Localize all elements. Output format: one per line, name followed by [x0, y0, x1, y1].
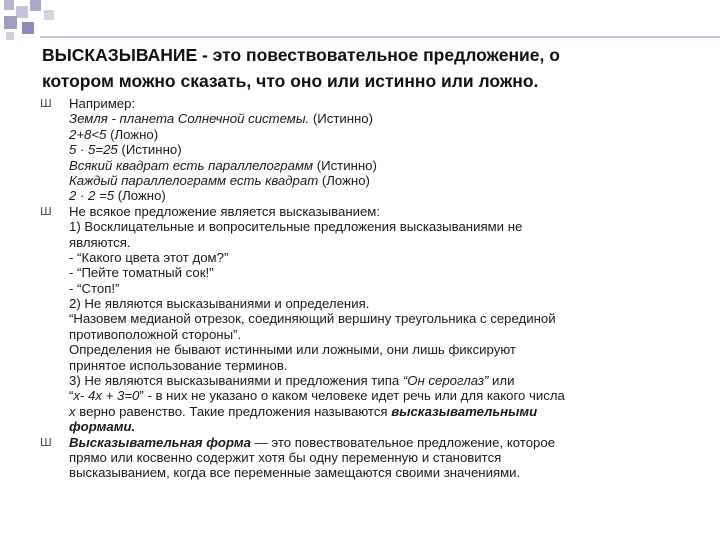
text-line: [69, 388, 700, 403]
term-highlight: формами.: [69, 419, 136, 435]
text-run: ” - в них не указано о каком человеке идет речь или для какого числа: [139, 388, 565, 404]
text-line: противоположной стороны”.: [69, 326, 242, 342]
deco-square: [4, 16, 17, 29]
bullet-marker-icon: Ш: [40, 97, 52, 110]
text-line: 2) Не являются высказываниями и определения.: [69, 296, 370, 312]
text-line: 1) Восклицательные и вопросительные предложения высказываниями не: [69, 219, 523, 235]
text-line: “Назовем медианой отрезок, соединяющий вершину треугольника с серединой: [69, 311, 556, 327]
truth-value: (Ложно): [114, 188, 166, 204]
example-statement: Земля - планета Солнечной системы.: [69, 111, 310, 127]
term-highlight: высказывательными: [391, 403, 538, 419]
title-line: ВЫСКАЗЫВАНИЕ - это повествовательное предложение, о: [42, 45, 560, 65]
truth-value: (Истинно): [117, 142, 182, 158]
example-statement: “Он сероглаз”: [402, 373, 489, 389]
text-run: — это повествовательное предложение, которое: [250, 434, 556, 450]
text-run: или: [488, 373, 515, 389]
deco-square: [22, 22, 34, 34]
bullet-non-statements: [40, 204, 700, 435]
term-highlight: Высказывательная форма: [69, 434, 251, 450]
text-line: [69, 142, 700, 157]
deco-square: [16, 6, 28, 18]
bullet-definition: [40, 435, 700, 481]
truth-value: (Ложно): [106, 126, 159, 142]
text-line: [69, 173, 700, 188]
text-line: - “Какого цвета этот дом?”: [69, 249, 229, 265]
text-line: принятое использование терминов.: [69, 357, 288, 373]
text-line: Не всякое предложение является высказыванием:: [69, 203, 381, 219]
text-run: верно равенство. Такие предложения называются: [75, 403, 392, 419]
example-statement: Всякий квадрат есть параллелограмм: [69, 157, 314, 173]
bullet-marker-icon: Ш: [40, 435, 52, 449]
example-statement: 2+8<5: [69, 126, 107, 142]
text-run: “: [69, 388, 74, 404]
text-line: [69, 111, 700, 126]
text-line: [69, 158, 700, 173]
text-line: - “Стоп!”: [69, 280, 120, 296]
text-line: прямо или косвенно содержит хотя бы одну переменную и становится: [69, 449, 502, 465]
text-run: 3) Не являются высказываниями и предложения типа: [69, 373, 403, 389]
header-rule: [40, 36, 720, 38]
text-line: [69, 373, 700, 388]
text-line: [69, 188, 700, 203]
truth-value: (Истинно): [313, 157, 377, 173]
text-line: Определения не бывают истинными или ложными, они лишь фиксируют: [69, 342, 516, 358]
deco-square: [4, 0, 14, 10]
example-statement: 2 · 2 =5: [69, 188, 115, 204]
text-line: являются.: [69, 234, 131, 250]
text-line: Например:: [69, 96, 136, 111]
example-statement: 5 · 5=25: [69, 142, 118, 158]
text-line: [69, 404, 700, 419]
truth-value: (Ложно): [318, 172, 370, 188]
text-line: - “Пейте томатный сок!”: [69, 265, 214, 281]
example-formula: x- 4x + 3=0: [73, 388, 140, 404]
example-statement: Каждый параллелограмм есть квадрат: [69, 172, 319, 188]
deco-square: [30, 0, 41, 11]
text-line: [69, 435, 700, 450]
text-line: [69, 127, 700, 142]
deco-square: [44, 10, 54, 20]
text-line: высказыванием, когда все переменные замещаются своими значениями.: [69, 465, 521, 481]
corner-decoration: [0, 0, 720, 40]
slide-body: [40, 96, 700, 481]
slide-title: [42, 42, 702, 94]
title-line: котором можно сказать, что оно или истинно или ложно.: [42, 71, 539, 91]
variable: x: [69, 403, 76, 419]
deco-square: [6, 32, 14, 40]
bullet-examples: [40, 96, 700, 204]
bullet-marker-icon: Ш: [40, 204, 52, 218]
truth-value: (Истинно): [309, 111, 374, 127]
